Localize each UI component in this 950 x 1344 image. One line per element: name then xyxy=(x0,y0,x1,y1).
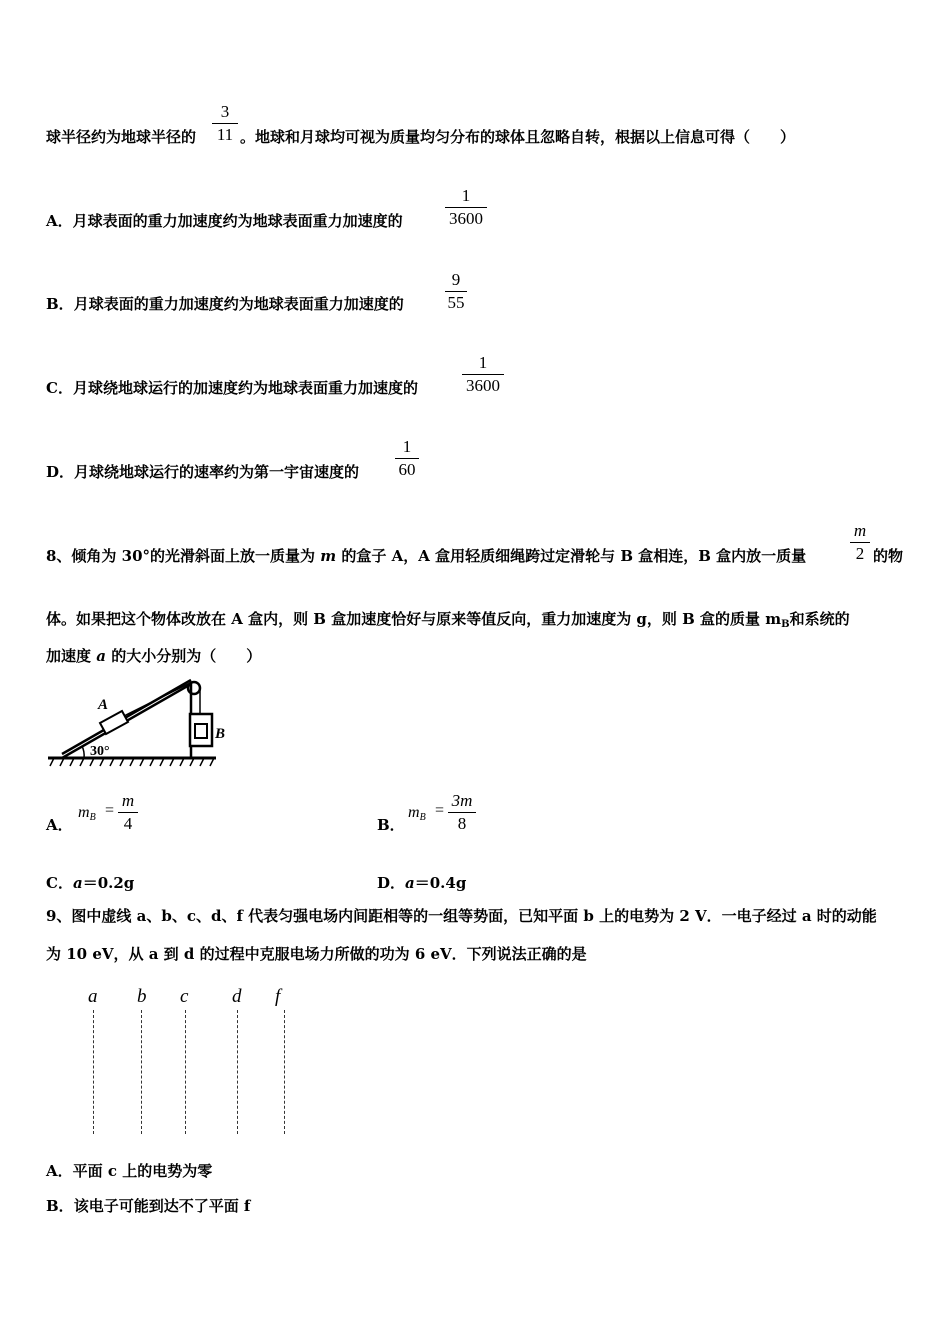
fraction-numerator: 1 xyxy=(402,437,412,456)
q9-option-b xyxy=(46,1196,250,1216)
fraction-denominator: 60 xyxy=(398,460,416,479)
equipotential-line-d xyxy=(237,1010,238,1134)
fraction-denominator: 3600 xyxy=(466,376,500,395)
box-a xyxy=(100,711,128,734)
fraction-denominator: 3600 xyxy=(449,209,483,228)
angle-arc xyxy=(82,746,84,758)
acceleration-symbol: a xyxy=(72,874,83,892)
plane-label-d: d xyxy=(232,986,242,1007)
q9-stem-line2: 为 10 eV，从 a 到 d 的过程中克服电场力所做的功为 6 eV．下列说法正确的是 xyxy=(46,945,587,963)
option-label: D． xyxy=(377,874,406,892)
option-label: D． xyxy=(46,463,75,481)
option-text: 月球表面的重力加速度约为地球表面重力加速度的 xyxy=(72,212,403,230)
fraction-numerator: m xyxy=(853,521,867,540)
box-b-inner xyxy=(195,724,207,738)
q8-option-c xyxy=(46,873,134,893)
q7-option-c-fraction xyxy=(462,353,504,396)
fraction-denominator: 55 xyxy=(447,293,465,312)
option-text: 月球绕地球运行的速率约为第一宇宙速度的 xyxy=(74,463,360,481)
q8-option-b-label: B． xyxy=(377,816,405,834)
q7-option-a xyxy=(46,211,403,231)
equipotential-line-b xyxy=(141,1010,142,1134)
q8-stem-fraction xyxy=(850,521,870,564)
angle-label: 30° xyxy=(90,744,110,759)
q8-text: 的盒子 A，A 盒用轻质细绳跨过定滑轮与 B 盒相连，B 盒内放一质量 xyxy=(341,547,807,565)
equipotential-line-c xyxy=(185,1010,186,1134)
plane-label-f: f xyxy=(275,986,281,1007)
option-text: ＝0.4g xyxy=(414,874,467,892)
q8-stem-line1 xyxy=(46,546,806,566)
option-label: A． xyxy=(46,1162,73,1180)
subscript: B xyxy=(89,812,96,823)
q8-text: 加速度 xyxy=(46,647,92,665)
label-box-b: B xyxy=(215,726,226,742)
plane-label-a: a xyxy=(88,986,98,1007)
equipotential-line-f xyxy=(284,1010,285,1134)
q8-stem-line3 xyxy=(46,646,261,666)
q7-stem-before: 球半径约为地球半径的 xyxy=(46,128,197,146)
rope-incline xyxy=(124,682,192,716)
mass-symbol: m xyxy=(78,804,90,821)
q9-option-a xyxy=(46,1161,212,1181)
q9-stem-line1: 9、图中虚线 a、b、c、d、f 代表匀强电场内间距相等的一组等势面，已知平面 b 上的电势为 2 V．一电子经过 a 时的动能 xyxy=(46,907,877,925)
label-box-a: A xyxy=(98,697,109,713)
fraction-denominator: 2 xyxy=(855,544,865,563)
fraction-numerator: 1 xyxy=(478,353,488,372)
fraction-numerator: 3m xyxy=(451,791,473,810)
q8-option-b-fraction xyxy=(448,791,476,834)
fraction-denominator: 4 xyxy=(123,814,133,833)
q7-option-b xyxy=(46,294,404,314)
option-label: B． xyxy=(46,1197,74,1215)
incline-pulley-figure xyxy=(44,676,224,771)
option-label: A． xyxy=(46,212,73,230)
fraction-numerator: 9 xyxy=(451,270,461,289)
incline-surface xyxy=(62,680,191,754)
q8-stem-line2 xyxy=(46,609,850,635)
q7-option-d xyxy=(46,462,359,482)
q7-option-b-fraction xyxy=(445,270,467,313)
subscript: B xyxy=(419,812,426,823)
q7-option-a-fraction xyxy=(445,186,487,229)
q8-text: 体。如果把这个物体改放在 A 盒内，则 B 盒加速度恰好与原来等值反向，重力加速度为 g，则 B 盒的质量 m xyxy=(46,610,782,628)
q8-option-a-label: A． xyxy=(46,816,73,834)
plane-label-c: c xyxy=(180,986,189,1007)
fraction-numerator: 3 xyxy=(220,102,230,121)
option-label: C． xyxy=(46,379,73,397)
q8-text: 和系统的 xyxy=(789,610,850,628)
fraction-denominator: 8 xyxy=(457,814,467,833)
q8-text: 的大小分别为（ ） xyxy=(111,647,262,665)
option-label: C． xyxy=(46,874,73,892)
q7-stem-after: 。地球和月球均可视为质量均匀分布的球体且忽略自转，根据以上信息可得（ ） xyxy=(240,128,796,146)
subscript: B xyxy=(781,619,790,630)
acceleration-symbol: a xyxy=(96,647,106,665)
fraction-numerator: 1 xyxy=(461,186,471,205)
q8-option-b-equals: = xyxy=(435,802,445,819)
q7-option-d-fraction xyxy=(395,437,419,480)
plane-label-b: b xyxy=(137,986,147,1007)
q8-option-a-fraction xyxy=(118,791,138,834)
q8-stem-line1-end: 的物 xyxy=(873,547,904,565)
q8-text: 8、倾角为 30°的光滑斜面上放一质量为 xyxy=(46,547,316,565)
option-text: ＝0.2g xyxy=(82,874,135,892)
option-label: B． xyxy=(46,295,74,313)
option-text: 平面 c 上的电势为零 xyxy=(72,1162,213,1180)
mass-symbol: m xyxy=(408,804,420,821)
q8-option-a-formula xyxy=(78,804,96,823)
q7-option-c xyxy=(46,378,418,398)
mass-symbol: m xyxy=(320,547,337,565)
option-text: 月球表面的重力加速度约为地球表面重力加速度的 xyxy=(73,295,404,313)
fraction-numerator: m xyxy=(121,791,135,810)
option-text: 月球绕地球运行的加速度约为地球表面重力加速度的 xyxy=(72,379,418,397)
q8-option-d xyxy=(377,873,466,893)
option-text: 该电子可能到达不了平面 f xyxy=(73,1197,251,1215)
acceleration-symbol: a xyxy=(405,874,415,892)
q8-option-b-formula xyxy=(408,804,426,823)
fraction-denominator: 11 xyxy=(216,125,234,144)
q7-stem-fraction xyxy=(212,102,238,145)
equipotential-line-a xyxy=(93,1010,94,1134)
q8-option-a-equals: = xyxy=(105,802,115,819)
